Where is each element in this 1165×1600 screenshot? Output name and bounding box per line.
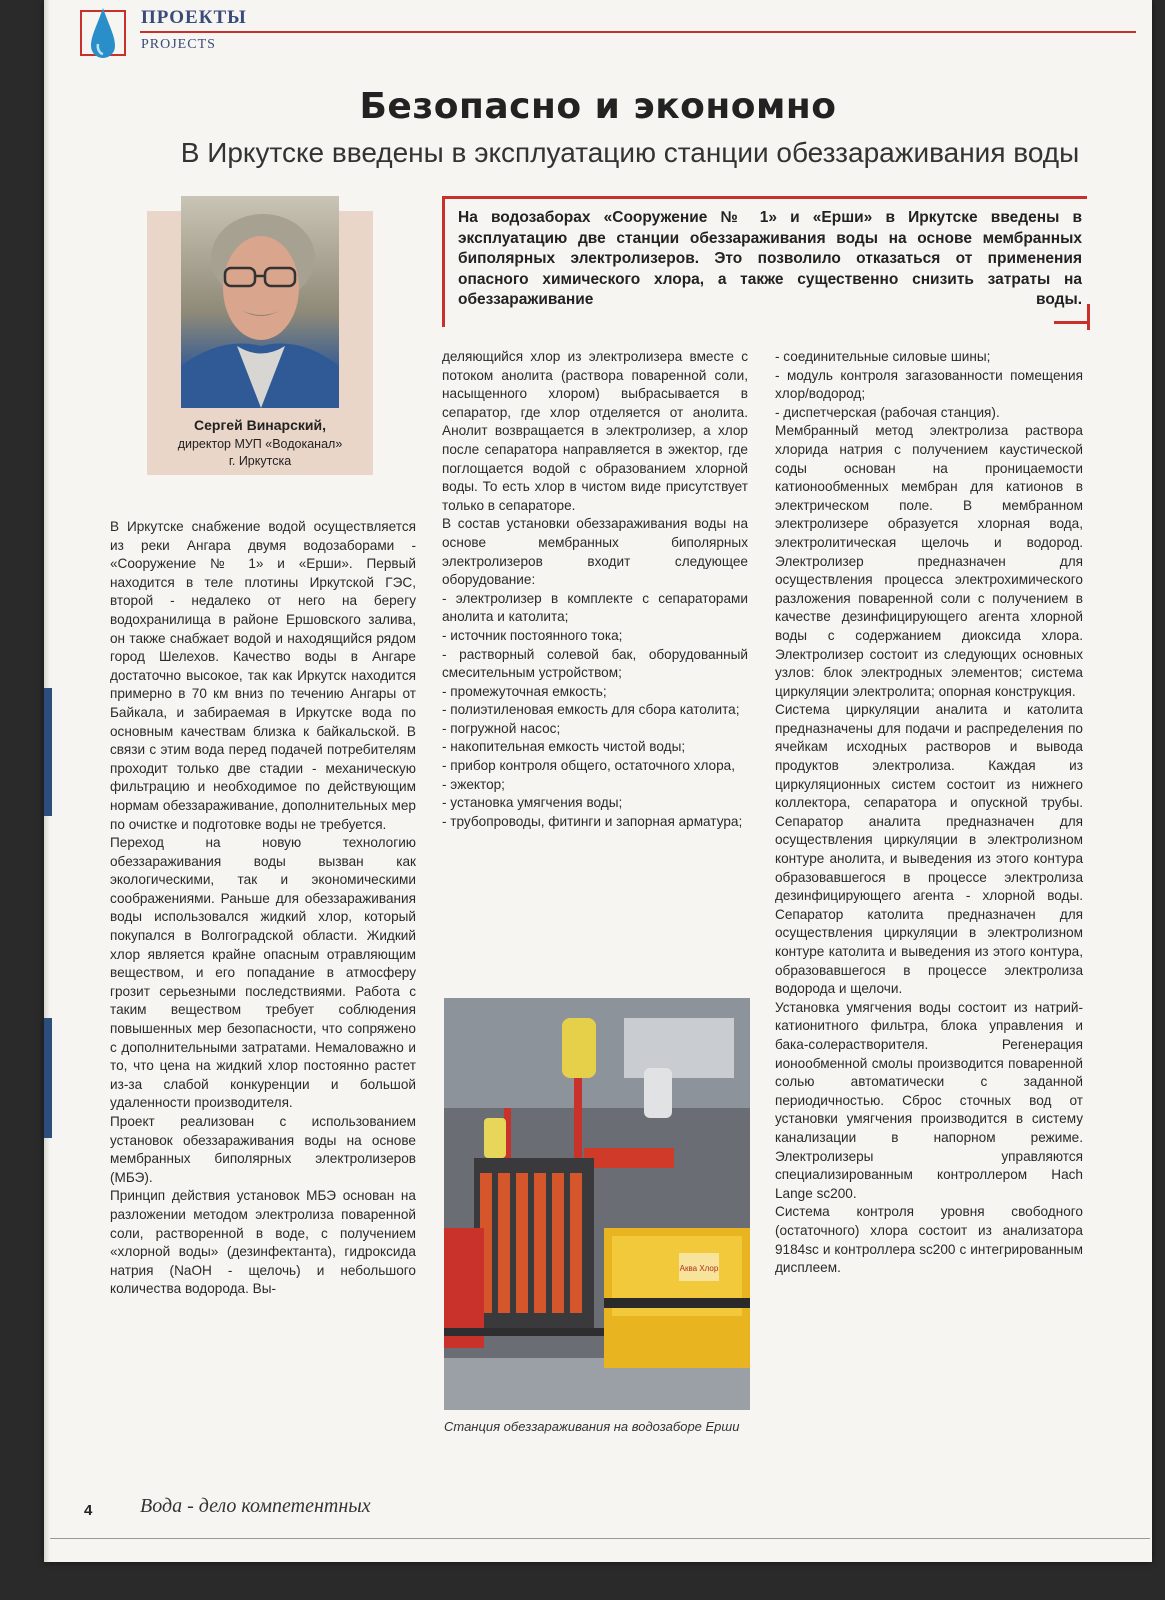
header-divider <box>140 31 1136 33</box>
portrait-photo <box>181 196 339 408</box>
lead-frame-corner <box>1054 321 1087 324</box>
portrait-position: директор МУП «Водоканал» <box>177 437 343 451</box>
magazine-page <box>44 0 1152 1562</box>
edge-color-tab <box>44 1018 52 1138</box>
column-1-text: В Иркутске снабжение водой осуществляется из реки Ангара двумя водозаборами - «Сооружение № 1» и «Ерши». Первый находится в теле плотины Иркутской ГЭС, второй - недалеко от него на берегу водохранилища в районе Ершовского залива, он также снабжает водой и находящийся рядом город Шелехов. Качество воды в Ангаре достаточно высокое, так как Иркутск находится примерно в 70 км вниз по течению Ангары от Байкала, и забираемая в Иркутске вода по основным качествам близка к байкальской. В связи с этим вода перед подачей потребителям проходит только две стадии - механическую фильтрацию и необходимое по действующим нормам обеззараживание, дополнительных мер по очистке и подготовке воды не требуется. Переход на новую технологию обеззараживания воды вызван как экологическими, так и экономическими соображениями. Раньше для обеззараживания воды использовался жидкий хлор, который покупался в Волгоградской области. Жидкий хлор является крайне опасным отравляющим веществом, и его попадание в атмосферу грозит серьезными последствиями. Работа с таким веществом требует соблюдения повышенных мер безопасности, что сопряжено с дополнительными затратами. Немаловажно и то, что цена на жидкий хлор постоянно растет из-за слабой конкуренции и большой удаленности производителя. Проект реализован с использованием установок обеззараживания воды на основе мембранных биполярных электролизеров (МБЭ). Принцип действия установок МБЭ основан на разложении методом электролиза поваренной соли, растворенной в воде, с получением «хлорной воды» (дезинфектанта), гидроксида натрия (NaOH - щелочь) и небольшого количества водорода. Вы- <box>110 519 416 1297</box>
section-logo <box>80 10 126 56</box>
equipment-panel-label: Аква Хлор <box>679 1264 719 1273</box>
edge-color-tab <box>44 688 52 816</box>
text-column-2 <box>442 348 748 831</box>
column-2-text: деляющийся хлор из электролизера вместе с потоком анолита (раствора поваренной соли, насыщенного хлором) выбрасывается в сепаратор, где хлор отделяется от анолита. Анолит возвращается в электролизер, а хлор после сепаратора направляется в эжектор, где поглощается водой с образованием хлорной воды. То есть хлор в чистом виде присутствует только в сепараторе. В состав установки обеззараживания воды на основе мембранных биполярных электролизеров входит следующее оборудование: - электролизер в комплекте с сепараторами анолита и католита; - источник постоянного тока; - растворный солевой бак, оборудованный смесительным устройством; - промежуточная емкость; - полиэтиленовая емкость для сбора католита; - погружной насос; - накопительная емкость чистой воды; - прибор контроля общего, остаточного хлора, - эжектор; - установка умягчения воды; - трубопроводы, фитинги и запорная арматура; <box>442 349 748 829</box>
text-column-3 <box>775 348 1083 1278</box>
column-3-text: - соединительные силовые шины; - модуль контроля загазованности помещения хлор/водород; - диспетчерская (рабочая станция). Мембранный метод электролиза раствора хлорида натрия с получением каустической соды основан на проницаемости катионообменных мембран для катионов в электрическом поле. В мембранном электролизере образуется хлорная вода, электролитическая щелочь и водород. Электролизер предназначен для осуществления процесса электрохимического разложения поваренной соли с получением в качестве дезинфицирующего агента хлорной воды с содержанием диоксида хлора. Электролизер состоит из следующих основных узлов: блок электродных элементов; система циркуляции электролита; опорная конструкция. Система циркуляции аналита и католита предназначены для подачи и распределения по ячейкам исходных растворов и вывода продуктов электролиза. Каждая из циркуляционных систем состоит из нижнего коллектора, сепаратора и опускной трубы. Сепаратор аналита предназначен для осуществления циркуляции в электролизном контуре анолита, и выведения из этого контура образовавшегося в процессе электролиза дезинфицирующего агента - хлорной воды. Сепаратор католита предназначен для осуществления циркуляции в электролизном контуре католита и выведения из этого контура, образовавшегося в процессе электролиза водорода и щелочи. Установка умягчения воды состоит из натрий-катионитного фильтра, блока управления и бака-солерастворителя. Регенерация ионообменной смолы производится поваренной солью автоматически с заданной периодичностью. Сброс сточных вод от установки умягчения производится в систему канализации в напорном режиме. Электролизеры управляются специализированным контроллером Hach Lange sc200. Система контроля уровня свободного (остаточного) хлора состоит из анализатора 9184sc и контроллера sc200 с интегрированным дисплеем. <box>775 349 1083 1276</box>
article-subtitle: В Иркутске введены в эксплуатацию станции обеззараживания воды <box>180 137 1080 168</box>
water-drop-icon <box>88 6 118 62</box>
photo-caption: Станция обеззараживания на водозаборе Ерши <box>444 1419 740 1434</box>
page-number: 4 <box>84 1502 93 1519</box>
article-lead: На водозаборах «Сооружение № 1» и «Ерши» в Иркутске введены в эксплуатацию две станции обеззараживания воды на основе мембранных биполярных электролизеров. Это позволило отказаться от применения опасного химического хлора, а также существенно снизить затраты на обеззараживание воды. <box>458 209 1082 308</box>
footer-line <box>50 1538 1150 1539</box>
portrait-city: г. Иркутска <box>228 454 292 468</box>
station-photo <box>444 998 750 1410</box>
article-title: Безопасно и экономно <box>359 86 837 127</box>
section-title-en: PROJECTS <box>141 37 216 52</box>
section-title: ПРОЕКТЫ <box>141 7 247 28</box>
magazine-footer: Вода - дело компетентных <box>140 1495 371 1517</box>
text-column-1 <box>110 518 416 1299</box>
portrait-name: Сергей Винарский, <box>194 417 326 433</box>
